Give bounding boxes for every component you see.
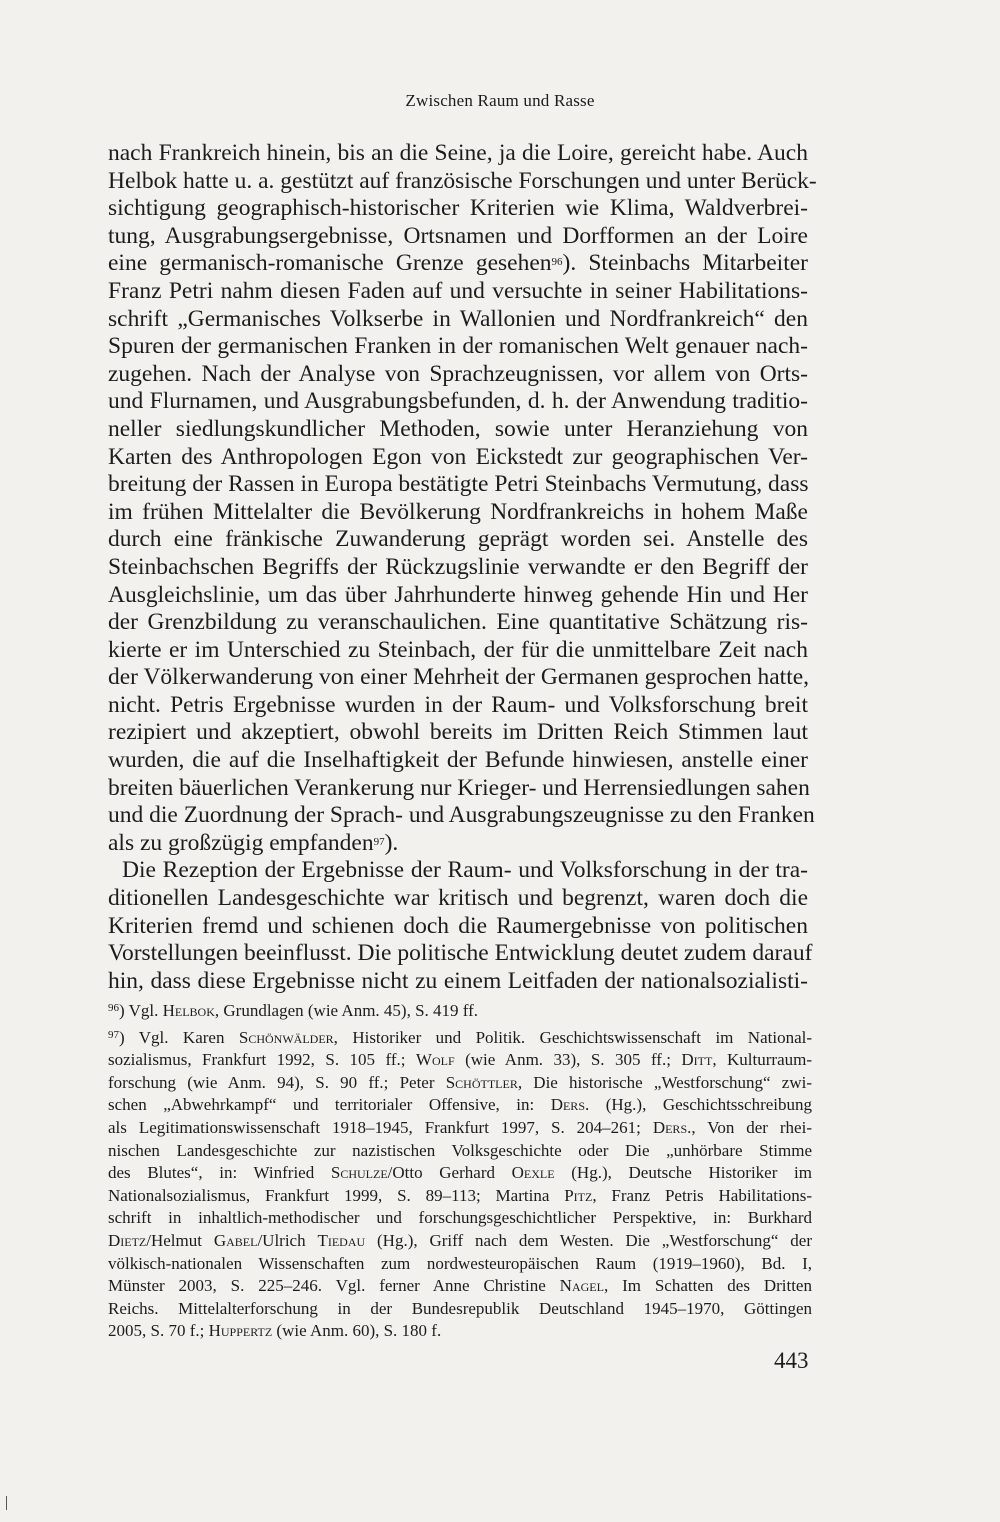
text-line: Franz Petri nahm diesen Faden auf und versuchte in seiner Habilitations- [108, 277, 808, 304]
text-line: nicht. Petris Ergebnisse wurden in der Raum- und Volksforschung breit [108, 691, 808, 718]
text-line: breitung der Rassen in Europa bestätigte Petri Steinbachs Vermutung, dass [108, 471, 809, 498]
footnote-line [108, 1049, 812, 1072]
text-segment: , Im Schatten des Dritten [603, 1276, 812, 1296]
text-segment: schen „Abwehrkampf“ und territorialer Offensive, in: [108, 1095, 551, 1115]
footnote-marker: 96 [108, 1002, 119, 1014]
text-line: der Völkerwanderung von einer Mehrheit der Germanen gesprochen hatte, [108, 664, 810, 691]
text-line: schrift „Germanisches Volkserbe in Wallonien und Nordfrankreich“ den [108, 305, 808, 332]
text-segment: /Helmut [146, 1230, 214, 1250]
text-line: Spuren der germanischen Franken in der romanischen Welt genauer nach- [108, 333, 808, 360]
text-segment: /Otto Gerhard [387, 1163, 512, 1183]
author-name: Dietz [108, 1230, 147, 1250]
text-segment: , Die historische „Westforschung“ zwi- [517, 1072, 812, 1092]
text-segment: , Von der rhei- [691, 1117, 812, 1137]
running-head: Zwischen Raum und Rasse [405, 91, 595, 110]
text-segment: des Blutes“, in: Winfried [108, 1163, 331, 1183]
text-line: Die Rezeption der Ergebnisse der Raum- und Volksforschung in der tra- [122, 857, 808, 884]
footnote-line [108, 1094, 812, 1117]
text-segment: (Hg.), Geschichtsschreibung [589, 1095, 812, 1115]
text-segment: ) Vgl. Karen [119, 1027, 239, 1047]
author-name: Tiedau [317, 1230, 366, 1250]
footnote-line [108, 1117, 812, 1140]
text-line: Kriterien fremd und schienen doch die Raumergebnisse von politischen [108, 912, 808, 939]
text-line: und die Zuordnung der Sprach- und Ausgrabungszeugnisse zu den Franken [108, 802, 815, 829]
text-segment: (wie Anm. 60), S. 180 f. [272, 1321, 442, 1341]
text-segment: /Ulrich [257, 1230, 318, 1250]
footnote-ref-96[interactable]: 96 [551, 256, 563, 269]
footnote-ref-97[interactable]: 97 [373, 835, 385, 848]
page-number: 443 [774, 1348, 809, 1373]
text-line: Steinbachschen Begriffs der Rückzugslinie verwandte er den Begriff der [108, 553, 808, 580]
text-line: der Grenzbildung zu veranschaulichen. Eine quantitative Schätzung ris- [108, 609, 808, 636]
footnote-line: nischen Landesgeschichte zur nazistischen Volksgeschichte oder Die „unhörbare Stimme [108, 1140, 812, 1160]
author-name: Huppertz [208, 1321, 273, 1341]
text-line [108, 830, 808, 858]
text-line: rezipiert und akzeptiert, obwohl bereits im Dritten Reich Stimmen laut [108, 719, 808, 746]
text-segment: , Historiker und Politik. Geschichtswissenschaft im National- [333, 1027, 812, 1047]
author-name: Nagel [559, 1276, 604, 1296]
text-segment: ). [384, 829, 399, 856]
footnote-96 [108, 1000, 812, 1023]
text-segment: als Legitimationswissenschaft 1918–1945, Frankfurt 1997, S. 204–261; [108, 1117, 653, 1137]
footnote-97 [108, 1027, 812, 1343]
text-line: sichtigung geographisch-historischer Kriterien wie Klima, Waldverbrei- [108, 195, 808, 222]
footnote-line [108, 1275, 812, 1298]
text-segment: ). Steinbachs Mitarbeiter [562, 250, 808, 277]
text-line: nach Frankreich hinein, bis an die Seine, ja die Loire, gereicht habe. Auch [108, 140, 808, 166]
text-line: neller siedlungskundlicher Methoden, sowie unter Heranziehung von [108, 415, 808, 442]
text-line: zugehen. Nach der Analyse von Sprachzeugnissen, vor allem von Orts- [108, 360, 808, 387]
author-name: Schöttler [445, 1072, 518, 1092]
text-segment: sozialismus, Frankfurt 1992, S. 105 ff.; [108, 1050, 416, 1070]
footnote-marker: 97 [108, 1028, 119, 1041]
text-segment: , Franz Petris Habilitations- [592, 1185, 812, 1205]
text-line: Karten des Anthropologen Egon von Eickstedt zur geographischen Ver- [108, 443, 808, 470]
text-line: ditionellen Landesgeschichte war kritisch und begrenzt, waren doch die [108, 885, 808, 912]
text-segment: forschung (wie Anm. 94), S. 90 ff.; Peter [108, 1072, 446, 1092]
footnote-line [108, 1000, 812, 1023]
footnote-line: völkisch-nationalen Wissenschaften zum nordwesteuropäischen Raum (1919–1960), Bd. I, [108, 1253, 812, 1273]
text-segment: 2005, S. 70 f.; [108, 1321, 209, 1341]
text-line: breiten bäuerlichen Verankerung nur Krieger- und Herrensiedlungen sahen [108, 774, 810, 801]
text-segment: (wie Anm. 33), S. 305 ff.; [454, 1050, 682, 1070]
author-name: Oexle [511, 1163, 555, 1183]
footnote-line [108, 1162, 812, 1185]
footnote-line [108, 1185, 812, 1208]
author-name: Pitz [564, 1185, 593, 1205]
footnote-line [108, 1072, 812, 1095]
scan-edge-mark [6, 1496, 7, 1510]
text-line: und Flurnamen, und Ausgrabungsbefunden, d. h. der Anwendung traditio- [108, 388, 808, 415]
text-line: Ausgleichslinie, um das über Jahrhunderte hinweg gehende Hin und Her [108, 581, 808, 608]
text-line: hin, dass diese Ergebnisse nicht zu einem Leitfaden der nationalsozialisti- [108, 967, 808, 994]
text-segment: , Grundlagen (wie Anm. 45), S. 419 ff. [214, 1001, 479, 1020]
text-line: tung, Ausgrabungsergebnisse, Ortsnamen und Dorfformen an der Loire [108, 222, 808, 249]
text-segment: (Hg.), Griff nach dem Westen. Die „Westforschung“ der [365, 1230, 812, 1250]
text-segment: eine germanisch-romanische Grenze gesehen [108, 250, 552, 277]
author-name: Ders. [550, 1095, 590, 1115]
author-name: Gabel [213, 1230, 258, 1250]
footnote-line: Reichs. Mittelalterforschung in der Bundesrepublik Deutschland 1945–1970, Göttingen [108, 1298, 812, 1318]
text-line: Helbok hatte u. a. gestützt auf französische Forschungen und unter Berück- [108, 167, 817, 194]
text-line: kierte er im Unterschied zu Steinbach, der für die unmittelbare Zeit nach [108, 636, 808, 663]
footnote-line: schrift in inhaltlich-methodischer und forschungsgeschichtlicher Perspektive, in: Burkhard [108, 1208, 812, 1228]
footnote-line [108, 1027, 812, 1050]
text-line: wurden, die auf die Inselhaftigkeit der Befunde hinwiesen, anstelle einer [108, 747, 808, 774]
body-text [108, 140, 817, 995]
text-segment: ) Vgl. [119, 1001, 163, 1020]
text-segment: Nationalsozialismus, Frankfurt 1999, S. 89–113; Martina [108, 1185, 565, 1205]
text-segment: (Hg.), Deutsche Historiker im [554, 1163, 812, 1183]
author-name: Ders. [652, 1117, 692, 1137]
author-name: Schönwälder [238, 1027, 334, 1047]
author-name: Schulze [330, 1163, 388, 1183]
text-line: Vorstellungen beeinflusst. Die politische Entwicklung deutet zudem darauf [108, 940, 813, 967]
footnote-line [108, 1230, 812, 1253]
author-name: Wolf [415, 1050, 455, 1070]
author-name: Helbok [162, 1001, 215, 1020]
author-name: Ditt [681, 1050, 713, 1070]
text-line [108, 250, 808, 278]
text-segment: Münster 2003, S. 225–246. Vgl. ferner Anne Christine [108, 1276, 560, 1296]
footnote-line [108, 1320, 812, 1343]
text-line: im frühen Mittelalter die Bevölkerung Nordfrankreichs in hohem Maße [108, 498, 808, 525]
text-segment: als zu großzügig empfanden [108, 829, 374, 856]
text-segment: , Kulturraum- [712, 1050, 812, 1070]
text-line: durch eine fränkische Zuwanderung geprägt worden sei. Anstelle des [108, 526, 808, 553]
footnotes [108, 1000, 812, 1347]
